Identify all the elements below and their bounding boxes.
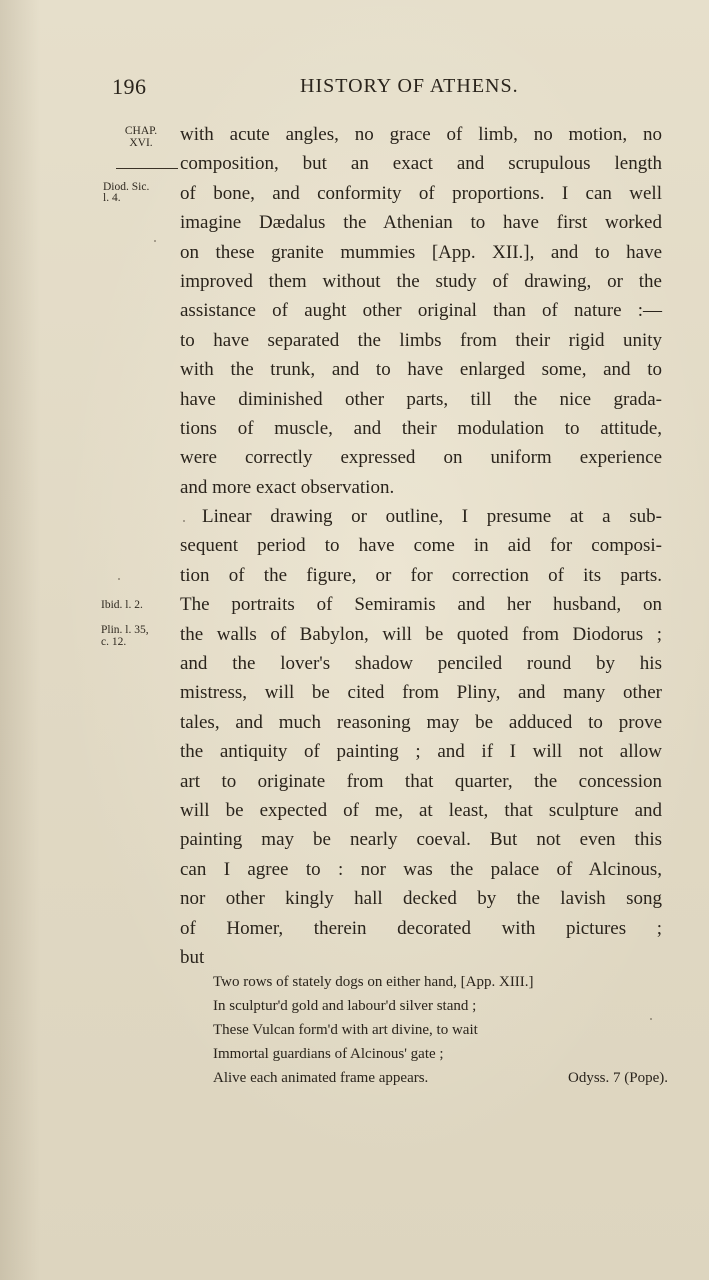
body-line: and more exact observation. (180, 476, 395, 498)
body-line: of Homer, therein decorated with pictures ; (180, 917, 662, 939)
margin-note-diod-line2: l. 4. (103, 192, 121, 204)
body-line-paragraph-start: Linear drawing or outline, I presume at a sub- (202, 506, 662, 528)
paper-speck (154, 240, 156, 242)
body-line: composition, but an exact and scrupulous length (180, 153, 662, 175)
body-text (180, 120, 662, 972)
body-line: painting may be nearly coeval. But not even this (180, 829, 662, 851)
body-line: and the lover's shadow penciled round by his (180, 653, 662, 675)
verse-citation: Odyss. 7 (Pope). (568, 1070, 668, 1086)
body-line: sequent period to have come in aid for composi- (180, 535, 662, 557)
body-line: were correctly expressed on uniform experience (180, 447, 662, 469)
page-number: 196 (112, 74, 147, 99)
margin-rule (116, 168, 178, 169)
body-line: the walls of Babylon, will be quoted from Diodorus ; (180, 623, 662, 645)
page-header (0, 74, 709, 108)
body-line: on these granite mummies [App. XII.], and to have (180, 241, 662, 263)
body-line: to have separated the limbs from their rigid unity (180, 329, 662, 351)
body-line: can I agree to : nor was the palace of Alcinous, (180, 858, 662, 880)
margin-chapter-label: CHAP. (124, 125, 158, 137)
verse-line: Two rows of stately dogs on either hand, [App. XIII.] (213, 974, 534, 990)
margin-note-plin-line2: c. 12. (101, 636, 127, 648)
verse-line: In sculptur'd gold and labour'd silver stand ; (213, 998, 477, 1014)
verse-line: Alive each animated frame appears. (213, 1070, 429, 1086)
paper-speck (650, 1018, 652, 1020)
gutter-shadow (0, 0, 40, 1280)
body-line: will be expected of me, at least, that sculpture and (180, 799, 662, 821)
verse-line: Immortal guardians of Alcinous' gate ; (213, 1046, 444, 1062)
body-line: mistress, will be cited from Pliny, and many other (180, 682, 662, 704)
body-line: of bone, and conformity of proportions. I can well (180, 182, 662, 204)
body-line: improved them without the study of drawing, or the (180, 270, 662, 292)
margin-chapter-number: XVI. (129, 137, 153, 149)
body-line: imagine Dædalus the Athenian to have first worked (180, 212, 662, 234)
body-line: assistance of aught other original than of nature :— (180, 300, 662, 322)
margin-note-ibid: Ibid. l. 2. (101, 599, 143, 611)
body-line: have diminished other parts, till the nice grada- (180, 388, 662, 410)
body-line: but (180, 946, 205, 968)
verse-line: These Vulcan form'd with art divine, to wait (213, 1022, 478, 1038)
paper-speck (183, 520, 185, 522)
body-line: tales, and much reasoning may be adduced to prove (180, 711, 662, 733)
running-title: HISTORY OF ATHENS. (300, 75, 519, 97)
paper-speck (118, 578, 120, 580)
body-line: The portraits of Semiramis and her husband, on (180, 594, 662, 616)
verse-quotation (213, 970, 668, 1090)
body-line: nor other kingly hall decked by the lavish song (180, 888, 662, 910)
margin-note-diod-line1: Diod. Sic. (103, 181, 150, 193)
body-line: tions of muscle, and their modulation to attitude, (180, 417, 662, 439)
body-line: with acute angles, no grace of limb, no motion, no (180, 124, 662, 145)
body-line: tion of the figure, or for correction of its parts. (180, 564, 662, 586)
margin-note-plin-line1: Plin. l. 35, (101, 624, 149, 636)
body-line: with the trunk, and to have enlarged some, and to (180, 359, 662, 381)
body-line: the antiquity of painting ; and if I will not allow (180, 741, 662, 763)
body-line: art to originate from that quarter, the concession (180, 770, 662, 792)
